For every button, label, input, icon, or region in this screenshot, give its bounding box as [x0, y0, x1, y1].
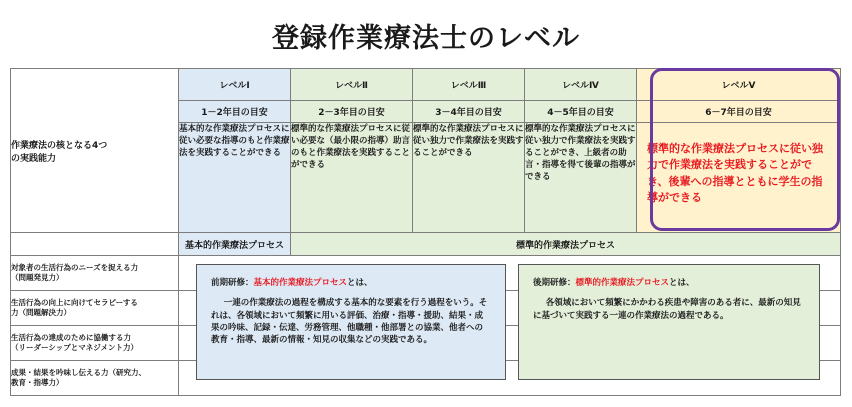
early-training-suffix: とは、 — [347, 278, 373, 288]
ability-row-3: 生活行為の達成のために協働する力 （リーダーシップとマネジメント力） — [11, 326, 179, 361]
standard-process-label: 標準的作業療法プロセス — [291, 233, 841, 256]
level-1-description: 基本的な作業療法プロセスに従い必要な指導のもと作業療法を実践することができる — [179, 123, 291, 233]
level-5-name: レベルⅤ — [637, 69, 841, 101]
level-1-name: レベルⅠ — [179, 69, 291, 101]
level-5-highlight — [650, 68, 840, 231]
process-row-spacer — [11, 233, 179, 256]
page-title: 登録作業療法士のレベル — [272, 23, 580, 54]
early-training-term: 基本的作業療法プロセス — [253, 278, 348, 288]
core-abilities-label: 作業療法の核となる4つ の実践能力 — [11, 69, 179, 233]
late-training-prefix: 後期研修： — [533, 278, 576, 288]
early-training-note — [196, 264, 506, 380]
late-training-body: 各領域において頻繁にかかわる疾患や障害のある者に、最新の知見に基づいて実践する一連の作業療法の過程である。 — [533, 298, 801, 321]
late-training-note — [518, 264, 820, 380]
ability-row-2: 生活行為の向上に向けてセラピーする 力（問題解決力） — [11, 291, 179, 326]
level-4-description: 標準的な作業療法プロセスに従い独力で作業療法を実践することができ、上級者の助言・指導を得て後輩の指導ができる — [525, 123, 637, 233]
level-1-period: 1－2年目の目安 — [179, 101, 291, 123]
level-2-description: 標準的な作業療法プロセスに従い必要な（最小限の指導）助言のもと作業療法を実践することができる — [291, 123, 413, 233]
level-5-description: 標準的な作業療法プロセスに従い独力で作業療法を実践することができ、後輩への指導とともに学生の指導ができる — [637, 123, 841, 233]
basic-process-label: 基本的作業療法プロセス — [179, 233, 291, 256]
level-5-period: 6－7年目の目安 — [637, 101, 841, 123]
ability-row-4: 成果・結果を吟味し伝える力（研究力、 教育・指導力） — [11, 361, 179, 396]
late-training-suffix: とは、 — [669, 278, 695, 288]
ability-row-1: 対象者の生活行為のニーズを捉える力 （問題発見力） — [11, 256, 179, 291]
level-4-name: レベルⅣ — [525, 69, 637, 101]
early-training-prefix: 前期研修： — [211, 278, 254, 288]
late-training-term: 標準的作業療法プロセス — [575, 278, 670, 288]
early-training-body: 一連の作業療法の過程を構成する基本的な要素を行う過程をいう。それは、各領域において頻繁に用いる評価、治療・指導・援助、結果・成果の吟味、記録・伝達、労務管理、他職種・他部署との協業、他者への教育・指導、最新の情報・知見の収集などの実践である。 — [211, 298, 488, 346]
level-4-period: 4－5年目の目安 — [525, 101, 637, 123]
level-2-period: 2－3年目の目安 — [291, 101, 413, 123]
level-3-description: 標準的な作業療法プロセスに従い独力で作業療法を実践することができる — [413, 123, 525, 233]
level-3-period: 3－4年目の目安 — [413, 101, 525, 123]
level-3-name: レベルⅢ — [413, 69, 525, 101]
level-2-name: レベルⅡ — [291, 69, 413, 101]
